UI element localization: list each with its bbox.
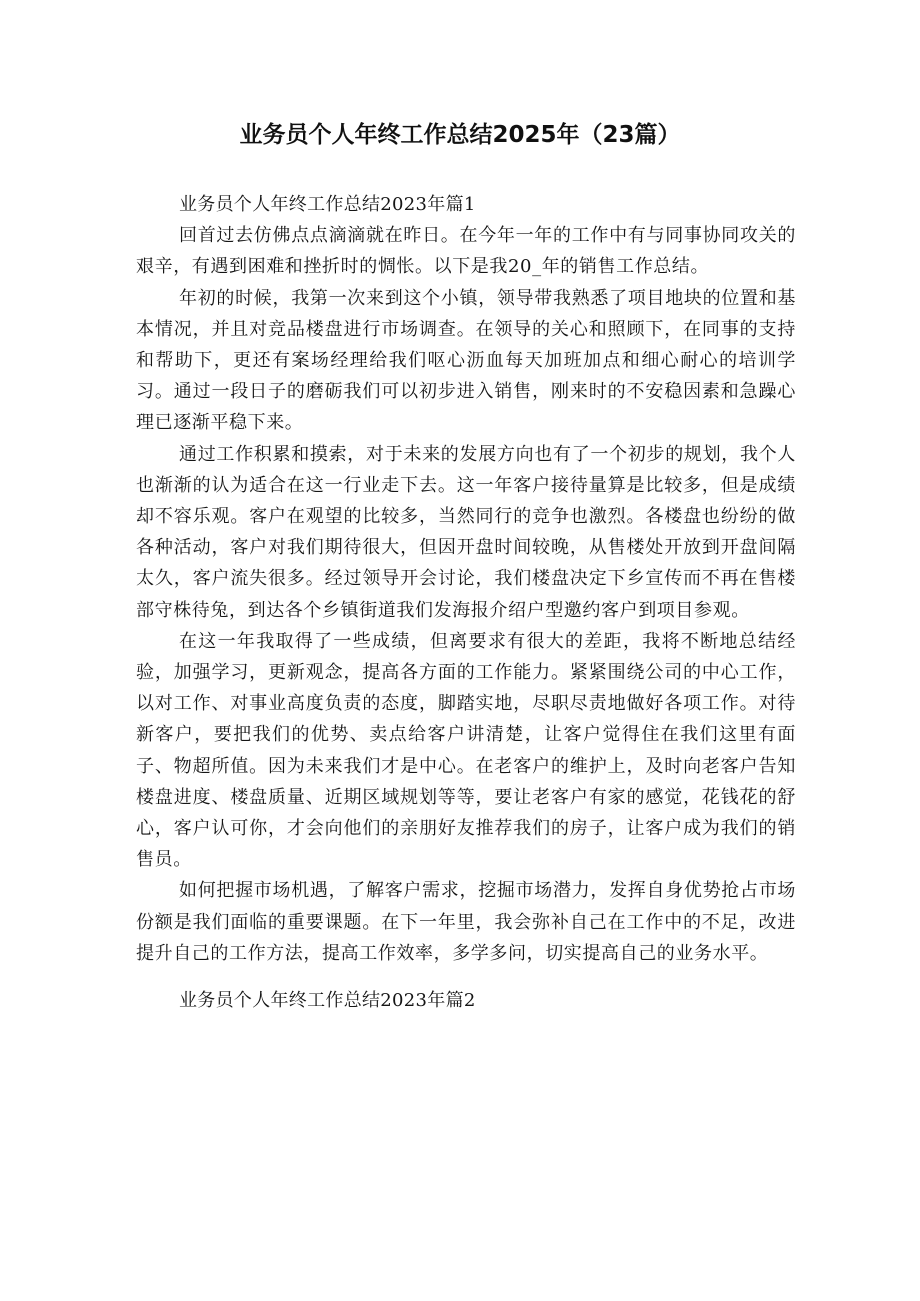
paragraph-1: 回首过去仿佛点点滴滴就在昨日。在今年一年的工作中有与同事协同攻关的艰辛，有遇到困难和挫折时的惆怅。以下是我20_年的销售工作总结。: [136, 225, 796, 278]
paragraph-2: 年初的时候，我第一次来到这个小镇，领导带我熟悉了项目地块的位置和基本情况，并且对竞品楼盘进行市场调查。在领导的关心和照顾下，在同事的支持和帮助下，更还有案场经理给我们呕心沥血每天加班加点和细心耐心的培训学习。通过一段日子的磨砺我们可以初步进入销售，刚来时的不安稳因素和急躁心理已逐渐平稳下来。: [136, 287, 796, 434]
section-heading-2: 业务员个人年终工作总结2023年篇2: [179, 990, 476, 1012]
section-heading-1: 业务员个人年终工作总结2023年篇1: [179, 194, 476, 215]
document-title: 业务员个人年终工作总结2025年（23篇）: [239, 122, 681, 148]
paragraph-4: 在这一年我取得了一些成绩，但离要求有很大的差距，我将不断地总结经验，加强学习，更新观念，提高各方面的工作能力。紧紧围绕公司的中心工作，以对工作、对事业高度负责的态度，脚踏实地，尽职尽责地做好各项工作。对待新客户，要把我们的优势、卖点给客户讲清楚，让客户觉得住在我们这里有面子、物超所值。因为未来我们才是中心。在老客户的维护上，及时向老客户告知楼盘进度、楼盘质量、近期区域规划等等，要让老客户有家的感觉，花钱花的舒心，客户认可你，才会向他们的亲朋好友推荐我们的房子，让客户成为我们的销售员。: [136, 630, 796, 871]
paragraph-5: 如何把握市场机遇，了解客户需求，挖掘市场潜力，发挥自身优势抢占市场份额是我们面临的重要课题。在下一年里，我会弥补自己在工作中的不足，改进提升自己的工作方法，提高工作效率，多学多问，切实提高自己的业务水平。: [136, 880, 796, 964]
paragraph-3: 通过工作积累和摸索，对于未来的发展方向也有了一个初步的规划，我个人也渐渐的认为适合在这一行业走下去。这一年客户接待量算是比较多，但是成绩却不容乐观。客户在观望的比较多，当然同行的竞争也激烈。各楼盘也纷纷的做各种活动，客户对我们期待很大，但因开盘时间较晚，从售楼处开放到开盘间隔太久，客户流失很多。经过领导开会讨论，我们楼盘决定下乡宣传而不再在售楼部守株待兔，到达各个乡镇街道我们发海报介绍户型邀约客户到项目参观。: [136, 443, 796, 621]
document-body: [136, 189, 796, 1016]
